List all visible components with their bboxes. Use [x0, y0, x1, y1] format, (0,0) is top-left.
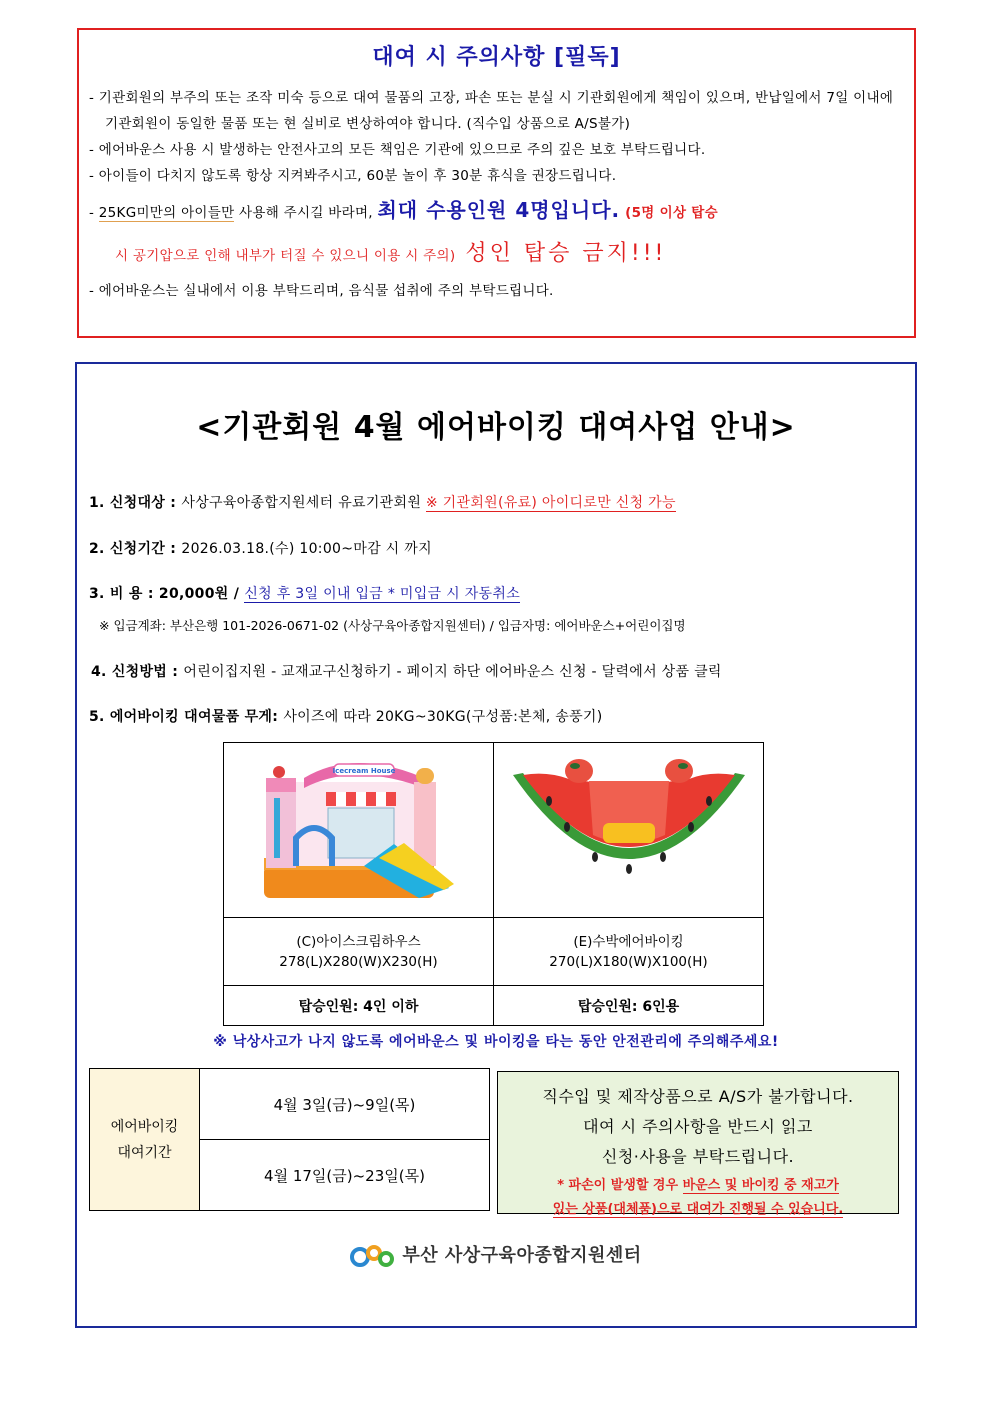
caution-line-6: - 에어바운스는 실내에서 이용 부탁드리며, 음식물 섭취에 주의 부탁드립니다. — [89, 283, 554, 299]
product-capacity: 탑승인원: 6인용 — [494, 986, 764, 1026]
as-notice-line3: 신청·사용을 부탁드립니다. — [601, 1147, 795, 1166]
watermelon-viking-image — [509, 753, 749, 903]
period-label-line2: 대여기간 — [117, 1144, 172, 1161]
caution-line-4 — [89, 191, 904, 232]
rental-period-label — [90, 1069, 200, 1211]
as-notice-line1: 직수입 및 제작상품으로 A/S가 불가합니다. — [542, 1087, 854, 1106]
weight-limit-text: 25KG미만의 아이들만 — [98, 205, 235, 221]
caution-line-4-red: (5명 이상 탑승 — [620, 205, 718, 221]
as-notice-line4 — [498, 1174, 898, 1198]
item-period-value: 2026.03.18.(수) 10:00~마감 시 까지 — [181, 541, 432, 557]
adult-ban-text: 성인 탑승 금지!!! — [455, 241, 667, 266]
item-method-value: 어린이집지원 - 교재교구신청하기 - 페이지 하단 에어바운스 신청 - 달력에서 상품 클릭 — [183, 664, 722, 680]
rental-period-1: 4월 3일(금)~9일(목) — [200, 1069, 490, 1140]
item-target-value: 사상구육아종합지원세터 유료기관회원 — [181, 495, 426, 511]
product-desc — [494, 918, 764, 986]
item-weight-value: 사이즈에 따라 20KG~30KG(구성품:본체, 송풍기) — [283, 709, 603, 725]
item-weight-label: 5. 에어바이킹 대여물품 무게: — [89, 709, 284, 725]
caution-line-3: - 아이들이 다치지 않도록 항상 지켜봐주시고, 60분 놀이 후 30분 휴식을 권장드립니다. — [89, 168, 617, 184]
as-notice-line4-prefix: * 파손이 발생할 경우 — [557, 1178, 683, 1193]
as-notice-line5 — [498, 1198, 898, 1222]
fall-warning: ※ 낙상사고가 나지 않도록 에어바운스 및 바이킹을 타는 동안 안전관리에 주의해주세요! — [213, 1034, 779, 1050]
item-fee-value: 20,000원 / — [158, 586, 245, 602]
caution-line-4-mid: 사용해 주시길 바라며, — [234, 205, 378, 221]
notice-box — [75, 362, 917, 1328]
product-name: (E)수박에어바이킹 — [573, 933, 684, 950]
item-period — [89, 538, 432, 558]
product-size: 278(L)X280(W)X230(H) — [279, 953, 438, 970]
max-capacity-text: 최대 수용인원 4명입니다. — [377, 198, 621, 222]
product-size: 270(L)X180(W)X100(H) — [549, 953, 708, 970]
center-name: 부산 사상구육아종합지원센터 — [402, 1245, 642, 1266]
caution-line-1: - 기관회원의 부주의 또는 조작 미숙 등으로 대여 물품의 고장, 파손 또는 분실 시 기관회원에게 책임이 있으며, 반납일에서 7일 이내에 기관회원이 동일한 물품 또는 현 실비로 변상하여야 합니다. (직수입 상품으로 A/S불가) — [89, 90, 894, 132]
item-target — [89, 492, 676, 512]
item-target-label: 1. 신청대상 : — [89, 495, 182, 511]
center-logo-icon — [350, 1241, 396, 1271]
as-notice-box — [497, 1071, 899, 1217]
product-image-cell — [494, 743, 764, 918]
footer-logo — [77, 1241, 915, 1271]
item-weight — [89, 706, 603, 726]
bank-account-info: ※ 입금계좌: 부산은행 101-2026-0671-02 (사상구육아종합지원센터) / 입금자명: 에어바운스+어린이집명 — [99, 618, 686, 633]
caution-line-5-red: 시 공기압으로 인해 내부가 터질 수 있으니 이용 시 주의) — [115, 248, 456, 264]
item-fee — [89, 583, 520, 603]
caution-line-2: - 에어바운스 사용 시 발생하는 안전사고의 모든 책임은 기관에 있으므로 주의 깊은 보호 부탁드립니다. — [89, 142, 706, 158]
product-image-cell — [224, 743, 494, 918]
period-label-line1: 에어바이킹 — [110, 1118, 179, 1135]
product-desc — [224, 918, 494, 986]
caution-line-4-prefix: - — [89, 205, 99, 221]
item-method-label: 4. 신청방법 : — [91, 664, 184, 680]
caution-title: 대여 시 주의사항 [필독] — [372, 45, 621, 70]
item-fee-note: 신청 후 3일 이내 입금 * 미입금 시 자동취소 — [244, 586, 521, 602]
item-fee-label: 3. 비 용 : — [89, 586, 159, 602]
item-method — [91, 661, 722, 681]
product-name: (C)아이스크림하우스 — [296, 933, 421, 950]
notice-title: <기관회원 4월 에어바이킹 대여사업 안내> — [196, 410, 796, 445]
rental-period-2: 4월 17일(금)~23일(목) — [200, 1140, 490, 1211]
product-capacity: 탑승인원: 4인 이하 — [224, 986, 494, 1026]
as-notice-line4-underlined: 바운스 및 바이킹 중 재고가 — [682, 1178, 839, 1193]
product-table — [223, 742, 764, 1026]
item-period-label: 2. 신청기간 : — [89, 541, 182, 557]
icecream-house-image — [244, 748, 474, 908]
caution-line-5 — [89, 232, 904, 278]
caution-box — [77, 28, 916, 338]
as-notice-line2: 대여 시 주의사항을 반드시 읽고 — [583, 1117, 813, 1136]
item-target-note: ※ 기관회원(유료) 아이디로만 신청 가능 — [425, 495, 676, 511]
rental-period-table — [89, 1068, 490, 1211]
icecream-sign-text: Icecream House — [332, 767, 395, 775]
as-notice-line5-text: 있는 상품(대체품)으로 대여가 진행될 수 있습니다. — [552, 1202, 844, 1217]
